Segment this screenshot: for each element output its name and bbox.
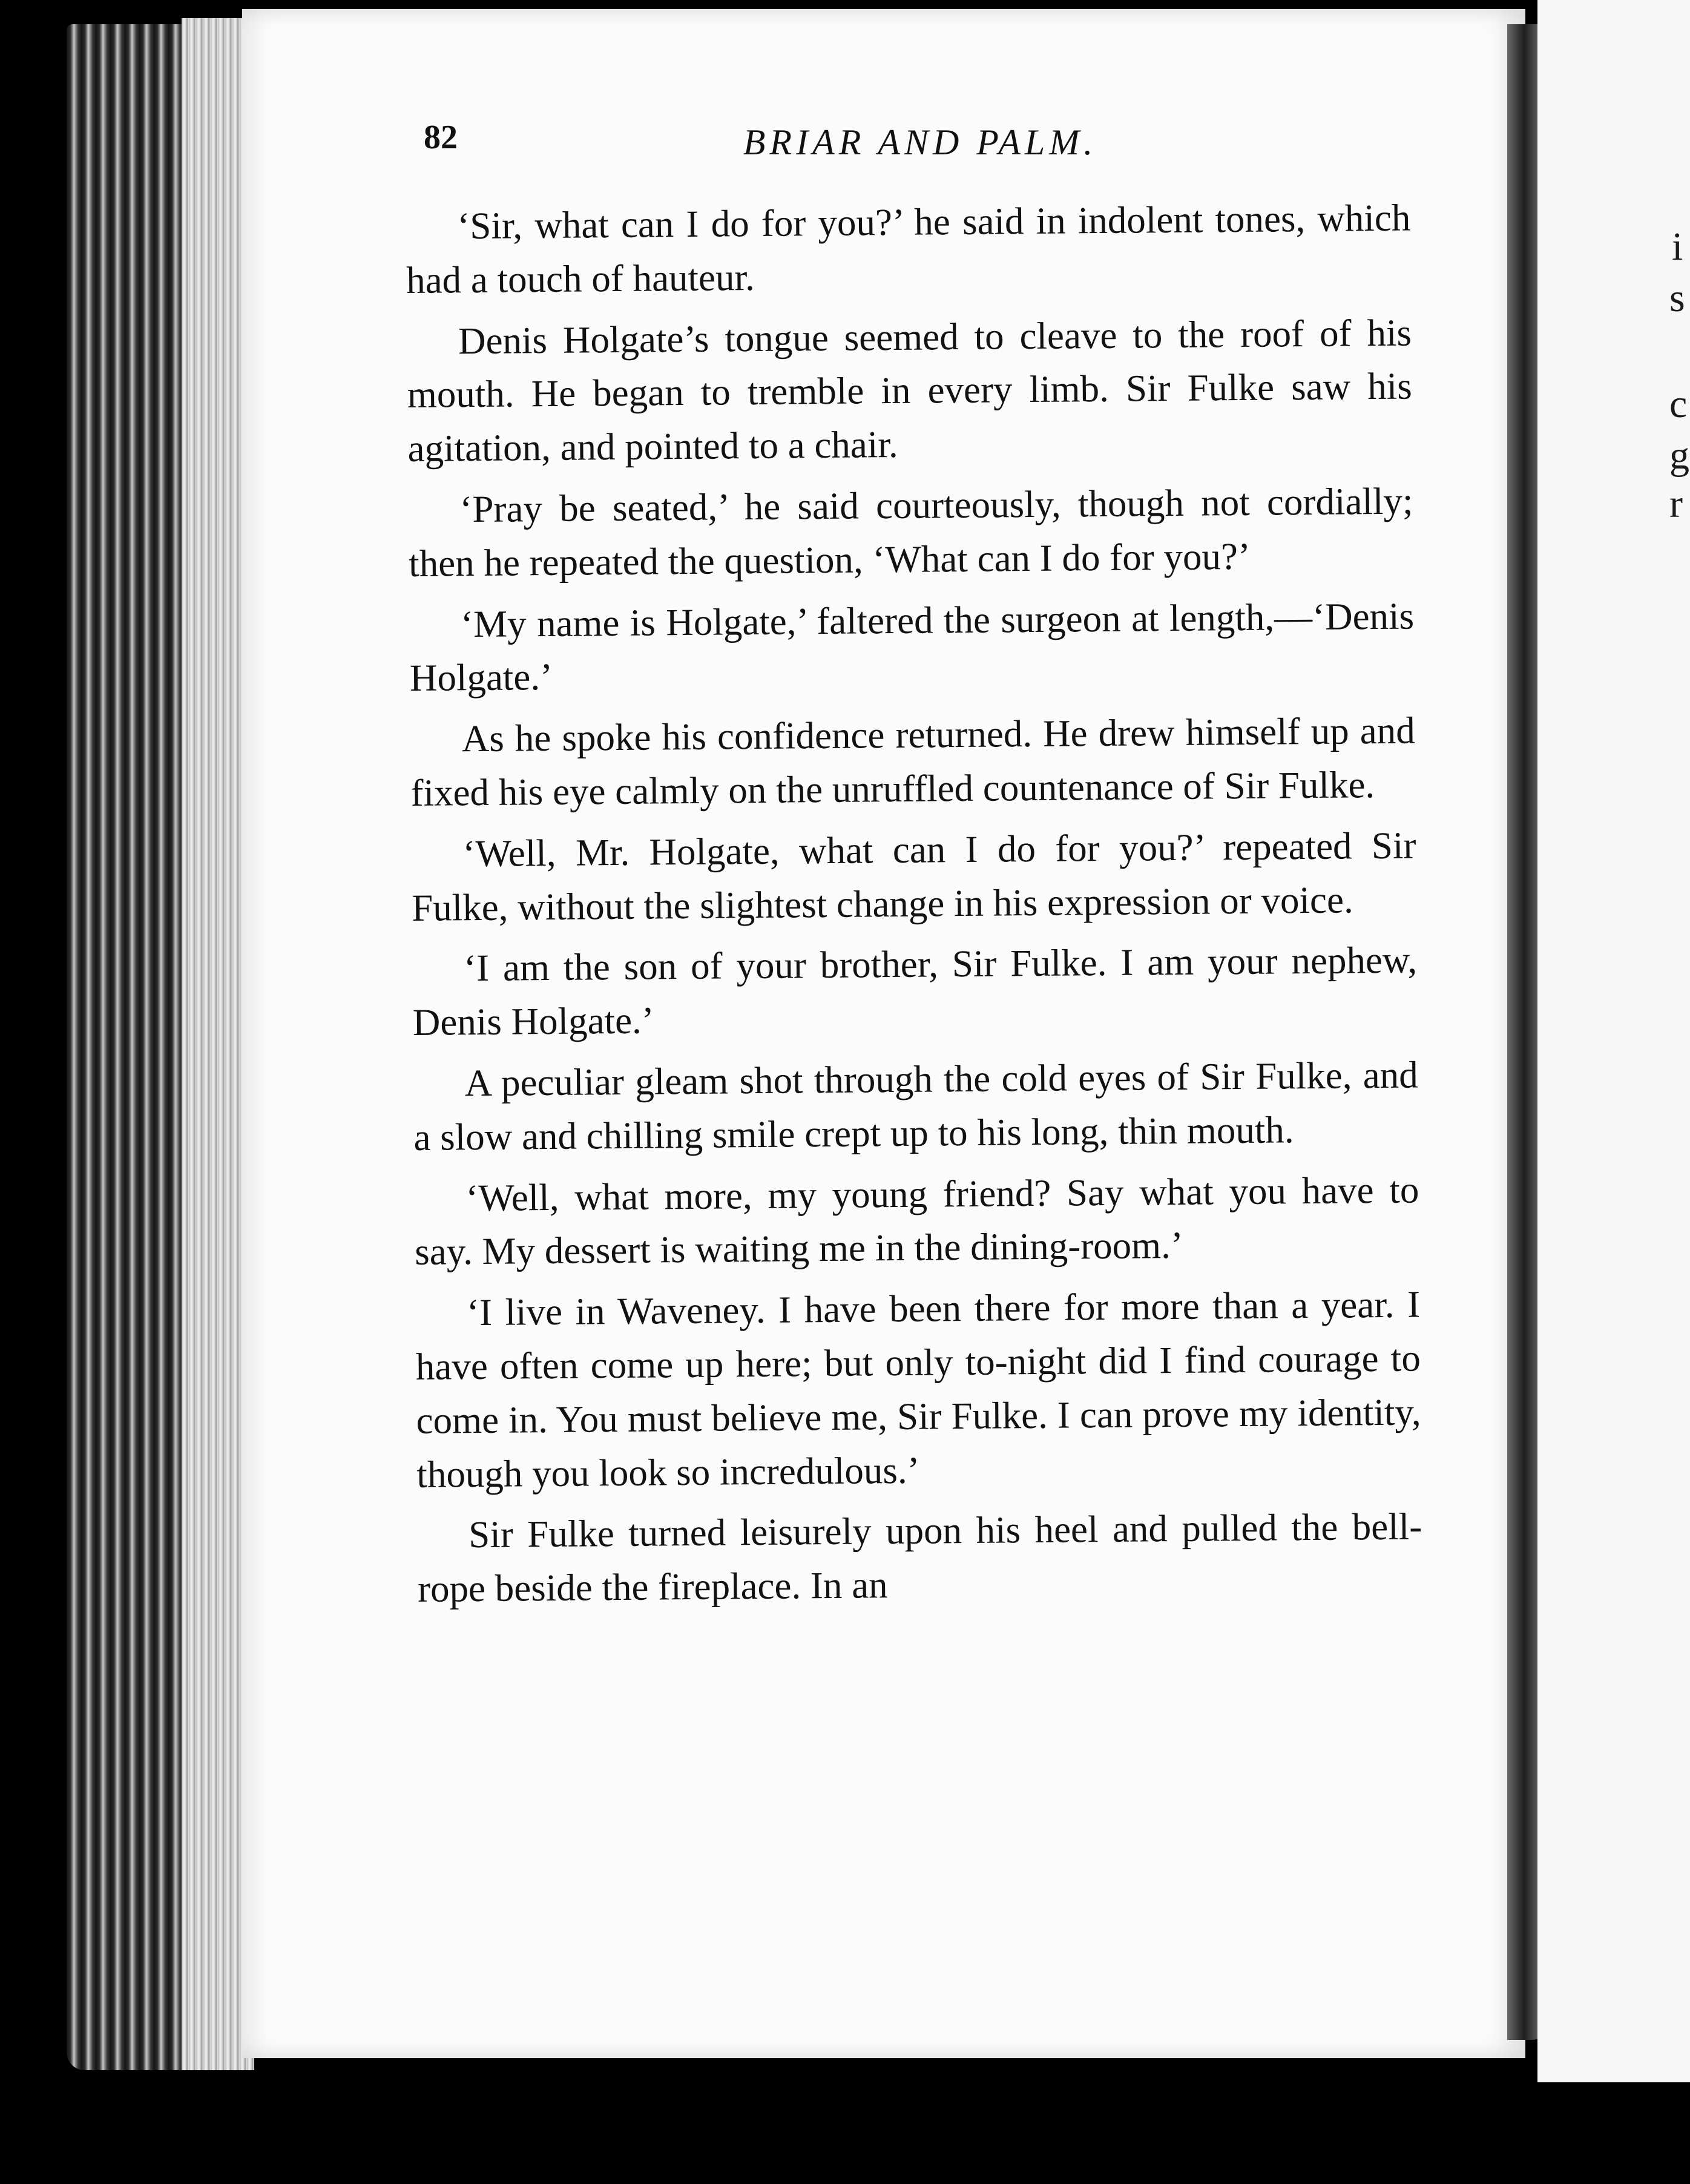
body-text [406,191,1422,1623]
paragraph: ‘Pray be seated,’ he said courteously, though not cordially; then he repeated the question, ‘What can I do for you?’ [408,479,1413,585]
paragraph: ‘I am the son of your brother, Sir Fulke. I am your nephew, Denis Holgate.’ [412,938,1418,1044]
paragraph: Sir Fulke turned leisurely upon his heel and pulled the bell-rope beside the fireplace. In an [417,1505,1422,1611]
facing-page [1537,0,1690,2082]
facing-page-fragment: g [1669,433,1689,478]
paragraph: ‘Well, what more, my young friend? Say what you have to say. My dessert is waiting me in the dining-room.’ [414,1168,1419,1274]
paragraph: ‘My name is Holgate,’ faltered the surgeon at length,—‘Denis Holgate.’ [409,594,1415,700]
facing-page-fragment: r [1669,482,1683,526]
running-title: BRIAR AND PALM. [743,122,1097,162]
paragraph: A peculiar gleam shot through the cold eyes of Sir Fulke, and a slow and chilling smile crept up to his long, thin mouth. [413,1053,1418,1159]
page-number: 82 [424,119,458,156]
facing-page-fragment: c [1669,382,1688,426]
paragraph: Denis Holgate’s tongue seemed to cleave to the roof of his mouth. He began to tremble in every limb. Sir Fulke saw his agitation, and pointed to a chair. [407,311,1413,470]
paragraph: ‘Well, Mr. Holgate, what can I do for you?’ repeated Sir Fulke, without the slightest change in his expression or voice. [411,824,1416,929]
facing-page-fragment: s [1669,276,1685,320]
page-header [424,118,1416,173]
paragraph: ‘I live in Waveney. I have been there for more than a year. I have often come up here; but only to-night did I find courage to come in. You must believe me, Sir Fulke. I can prove my identity, though you look so incredulous.’ [415,1283,1421,1496]
paragraph: As he spoke his confidence returned. He drew himself up and fixed his eye calmly on the unruffled countenance of Sir Fulke. [410,709,1416,814]
facing-page-fragment: i [1672,225,1683,269]
paragraph: ‘Sir, what can I do for you?’ he said in indolent tones, which had a touch of hauteur. [406,196,1411,301]
